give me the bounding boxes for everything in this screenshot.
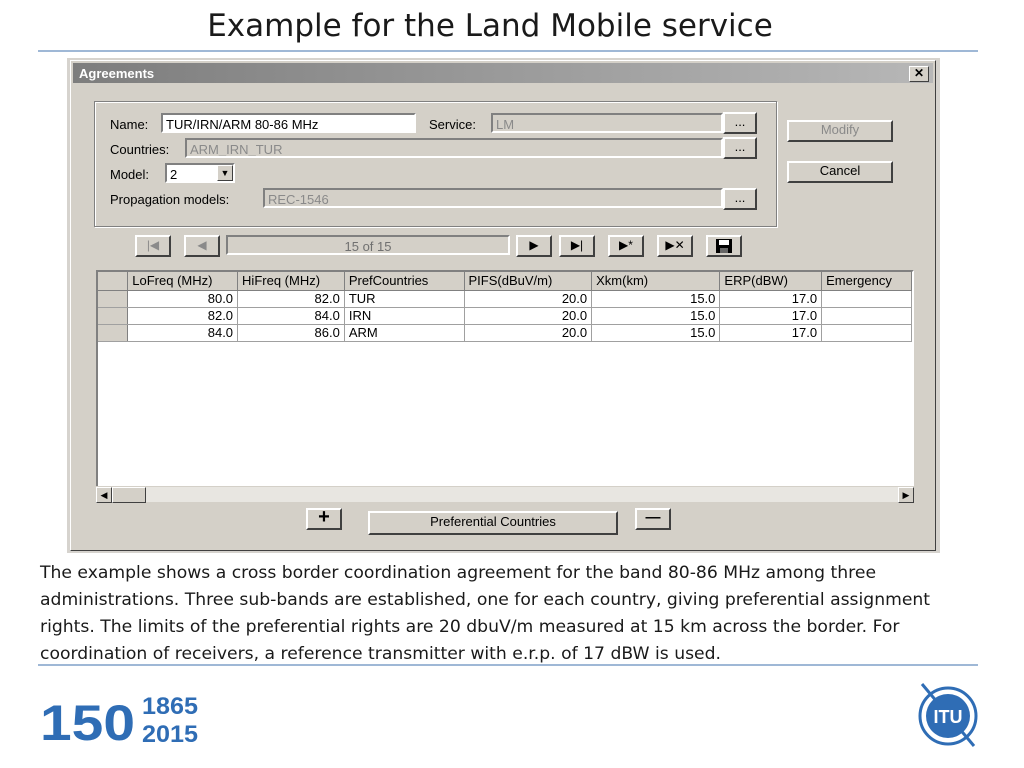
modify-button[interactable]: Modify [787, 120, 893, 142]
itu-150-logo [40, 690, 200, 746]
itu-emblem-text: ITU [933, 707, 963, 727]
row-selector[interactable] [98, 307, 128, 324]
last-record-button[interactable] [559, 235, 595, 257]
table-row[interactable] [98, 324, 912, 341]
row-selector[interactable] [98, 290, 128, 307]
insert-record-icon: ▶* [619, 238, 633, 252]
service-browse-button[interactable]: ... [723, 112, 757, 134]
footer-divider [38, 664, 978, 666]
table-cell[interactable]: 20.0 [464, 324, 592, 341]
column-header[interactable]: Xkm(km) [592, 272, 720, 290]
model-label: Model: [110, 167, 150, 182]
remove-button[interactable]: — [635, 508, 671, 530]
preferential-countries-button[interactable]: Preferential Countries [368, 511, 618, 535]
countries-field: ARM_IRN_TUR [185, 138, 723, 158]
logo-anniversary-number: 150 [40, 695, 135, 746]
service-label: Service: [429, 117, 476, 132]
column-header[interactable]: Emergency [822, 272, 912, 290]
table-cell[interactable]: 82.0 [128, 307, 238, 324]
scrollbar-thumb[interactable] [112, 487, 146, 503]
table-cell[interactable]: 80.0 [128, 290, 238, 307]
propagation-label: Propagation models: [110, 192, 230, 207]
next-record-icon: ▶ [529, 238, 539, 252]
horizontal-scrollbar[interactable] [96, 486, 914, 502]
save-record-button[interactable] [706, 235, 742, 257]
logo-year-end: 2015 [142, 721, 198, 746]
table-cell[interactable]: ARM [344, 324, 464, 341]
name-input[interactable]: TUR/IRN/ARM 80-86 MHz [161, 113, 416, 133]
table-cell[interactable]: TUR [344, 290, 464, 307]
table-cell[interactable]: 82.0 [238, 290, 345, 307]
window-titlebar[interactable] [73, 63, 933, 83]
table-cell[interactable]: 15.0 [592, 324, 720, 341]
table-cell[interactable] [822, 324, 912, 341]
row-selector[interactable] [98, 324, 128, 341]
itu-emblem-logo [912, 676, 984, 752]
table-cell[interactable]: 84.0 [128, 324, 238, 341]
model-value: 2 [170, 167, 178, 182]
previous-record-button[interactable] [184, 235, 220, 257]
column-header[interactable]: PrefCountries [344, 272, 464, 290]
scroll-right-icon[interactable]: ▶ [898, 487, 914, 503]
countries-label: Countries: [110, 142, 170, 157]
column-header[interactable]: HiFreq (MHz) [238, 272, 345, 290]
service-field: LM [491, 113, 723, 133]
table-cell[interactable]: 86.0 [238, 324, 345, 341]
description-paragraph: The example shows a cross border coordination agreement for the band 80-86 MHz among three administrations. Three sub-bands are established, one for each country, giving preferential assignment rights. The limits of the preferential rights are 20 dbuV/m measured at 15 km across the border. For coordination of receivers, a reference transmitter with e.r.p. of 17 dBW is used. [40, 563, 931, 664]
column-header[interactable]: ERP(dBW) [720, 272, 822, 290]
table-cell[interactable]: 20.0 [464, 290, 592, 307]
table-cell[interactable]: 17.0 [720, 307, 822, 324]
table-cell[interactable]: 20.0 [464, 307, 592, 324]
first-record-icon: |◀ [146, 238, 160, 252]
table-cell[interactable]: 17.0 [720, 324, 822, 341]
table-row[interactable] [98, 307, 912, 324]
close-button[interactable] [909, 66, 929, 82]
table-row[interactable] [98, 290, 912, 307]
propagation-field: REC-1546 [263, 188, 723, 208]
table-cell[interactable]: 17.0 [720, 290, 822, 307]
next-record-button[interactable] [516, 235, 552, 257]
cancel-button[interactable]: Cancel [787, 161, 893, 183]
slide-title: Example for the Land Mobile service [207, 8, 773, 44]
table-cell[interactable]: 84.0 [238, 307, 345, 324]
window-title: Agreements [79, 66, 155, 81]
column-header[interactable]: PIFS(dBuV/m) [464, 272, 592, 290]
propagation-browse-button[interactable]: ... [723, 188, 757, 210]
column-header[interactable]: LoFreq (MHz) [128, 272, 238, 290]
countries-browse-button[interactable]: ... [723, 137, 757, 159]
table-cell[interactable]: 15.0 [592, 290, 720, 307]
record-position: 15 of 15 [226, 235, 510, 255]
insert-record-button[interactable] [608, 235, 644, 257]
save-icon [715, 238, 733, 254]
table-cell[interactable] [822, 290, 912, 307]
agreements-window [70, 60, 936, 551]
sub-bands-table [98, 272, 912, 342]
delete-record-button[interactable] [657, 235, 693, 257]
title-divider [38, 50, 978, 52]
add-button[interactable]: + [306, 508, 342, 530]
table-cell[interactable]: IRN [344, 307, 464, 324]
table-cell[interactable]: 15.0 [592, 307, 720, 324]
chevron-down-icon[interactable]: ▼ [217, 165, 233, 181]
row-selector-header [98, 272, 128, 290]
table-cell[interactable] [822, 307, 912, 324]
previous-record-icon: ◀ [197, 238, 207, 252]
delete-record-icon: ▶✕ [665, 238, 685, 252]
scroll-left-icon[interactable]: ◀ [96, 487, 112, 503]
agreement-details-group [94, 101, 777, 227]
model-select[interactable] [165, 163, 235, 183]
first-record-button[interactable] [135, 235, 171, 257]
name-label: Name: [110, 117, 149, 132]
close-icon: ✕ [913, 66, 925, 80]
last-record-icon: ▶| [570, 238, 584, 252]
logo-year-start: 1865 [142, 693, 198, 720]
sub-bands-grid [96, 270, 914, 501]
